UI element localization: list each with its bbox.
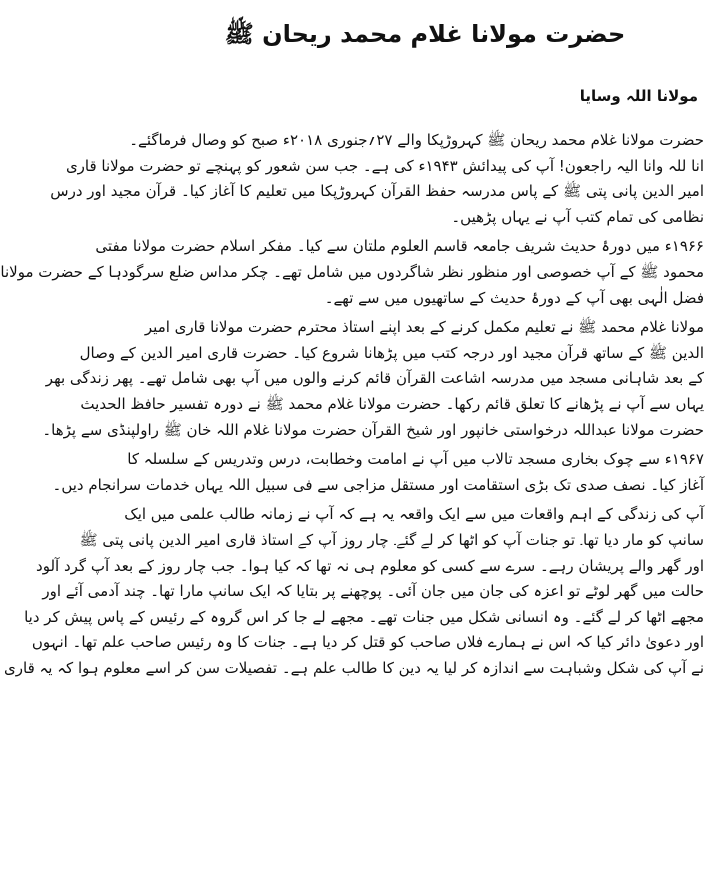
text-line: اور دعویٰ دائر کیا کہ اس نے ہمارے فلاں صاحب کو قتل کر دیا ہے۔ جنات کا وہ رئیس صاحب علم تھا۔ انہوں [31, 633, 704, 652]
paragraph [0, 234, 704, 311]
text-line: حضرت مولانا غلام محمد ریحان ﷺ کہروڑپکا والے ۲۷؍جنوری ۲۰۱۸ء صبح کو وصال فرماگئے۔ [129, 131, 704, 149]
article-title: حضرت مولانا غلام محمد ریحان ﷺ [224, 20, 626, 48]
paragraph [4, 502, 704, 681]
text-line: انا للہ وانا الیہ راجعون! آپ کی پیدائش ۱۹۴۳ء کی ہے۔ جب سن شعور کو پہنچے تو حضرت مولانا قاری [65, 156, 704, 175]
text-line: یہاں سے آپ نے پڑھانے کا تعلق قائم رکھا۔ حضرت مولانا غلام محمد ﷺ نے دورہ تفسیر حافظ الحدیث [80, 394, 704, 413]
paragraph [52, 447, 704, 498]
text-line: کے بعد شاہانی مسجد میں مدرسہ اشاعت القرآن قائم کرنے والوں میں آپ بھی شامل تھے۔ پھر زندگی بھر [45, 369, 704, 388]
text-line: مجھے اٹھا کر لے گئے۔ وہ انسانی شکل میں جنات تھے۔ مجھے لے جا کر اس گروہ کے رئیس کے پاس پیش کر دیا [24, 607, 704, 626]
text-line: ۱۹۶۷ء سے چوک بخاری مسجد تالاب میں آپ نے امامت وخطابت، درس وتدریس کے سلسلہ کا [127, 450, 704, 469]
text-line: آپ کی زندگی کے اہم واقعات میں سے ایک واقعہ یہ ہے کہ آپ نے زمانہ طالب علمی میں ایک [124, 505, 704, 524]
text-line: فضل الٰہی بھی آپ کے دورۂ حدیث کے ساتھیوں میں سے تھے۔ [324, 288, 704, 307]
text-line: اور گھر والے پریشان رہے۔ سرے سے کسی کو معلوم ہی نہ تھا کہ کیا ہوا۔ جب چار روز کے بعد آپ گرد آلود [36, 556, 704, 575]
text-line: نظامی کی تمام کتب آپ نے یہاں پڑھیں۔ [451, 207, 704, 226]
article-body [0, 128, 704, 681]
text-line: امیر الدین پانی پتی ﷺ کے پاس مدرسہ حفظ القرآن کہروڑپکا میں تعلیم کا آغاز کیا۔ قرآن مجید اور درس [50, 182, 704, 201]
text-line: آغاز کیا۔ نصف صدی تک بڑی استقامت اور مستقل مزاجی سے فی سبیل اللہ یہاں خدمات سرانجام دیں۔ [52, 475, 704, 494]
text-line: ۱۹۶۶ء میں دورۂ حدیث شریف جامعہ قاسم العلوم ملتان سے کیا۔ مفکر اسلام حضرت مولانا مفتی [95, 237, 704, 256]
text-line: محمود ﷺ کے آپ خصوصی اور منظور نظر شاگردوں میں شامل تھے۔ چکر مداس ضلع سرگودہا کے حضرت مولانا [0, 262, 704, 281]
author-name: مولانا اللہ وسایا [579, 87, 698, 105]
text-line: مولانا غلام محمد ﷺ نے تعلیم مکمل کرنے کے بعد اپنے استاذ محترم حضرت مولانا قاری امیر [144, 318, 704, 337]
text-line: حالت میں گھر لوٹے تو اعزہ کی جان میں جان آئی۔ پوچھنے پر بتایا کہ ایک سانپ مارا تھا۔ چند آدمی آئے اور [42, 582, 704, 601]
text-line: نے آپ کی شکل وشباہت سے اندازہ کر لیا یہ دین کا طالب علم ہے۔ تفصیلات سن کر اسے معلوم ہوا کہ یہ قاری [4, 658, 704, 677]
text-line: سانپ کو مار دیا تھا۔ تو جنات آپ کو اٹھا کر لے گئے۔ چار روز آپ کے استاذ قاری امیر الدین پانی پتی ﷺ [79, 530, 704, 549]
text-line: الدین ﷺ کے ساتھ قرآن مجید اور درجہ کتب میں پڑھانا شروع کیا۔ حضرت قاری امیر الدین کے وصال [79, 343, 704, 362]
paragraph [50, 128, 704, 230]
paragraph [42, 315, 704, 443]
text-line: حضرت مولانا عبداللہ درخواستی خانپور اور شیخ القرآن حضرت مولانا غلام اللہ خان ﷺ راولپنڈی سے پڑھا۔ [42, 420, 704, 439]
